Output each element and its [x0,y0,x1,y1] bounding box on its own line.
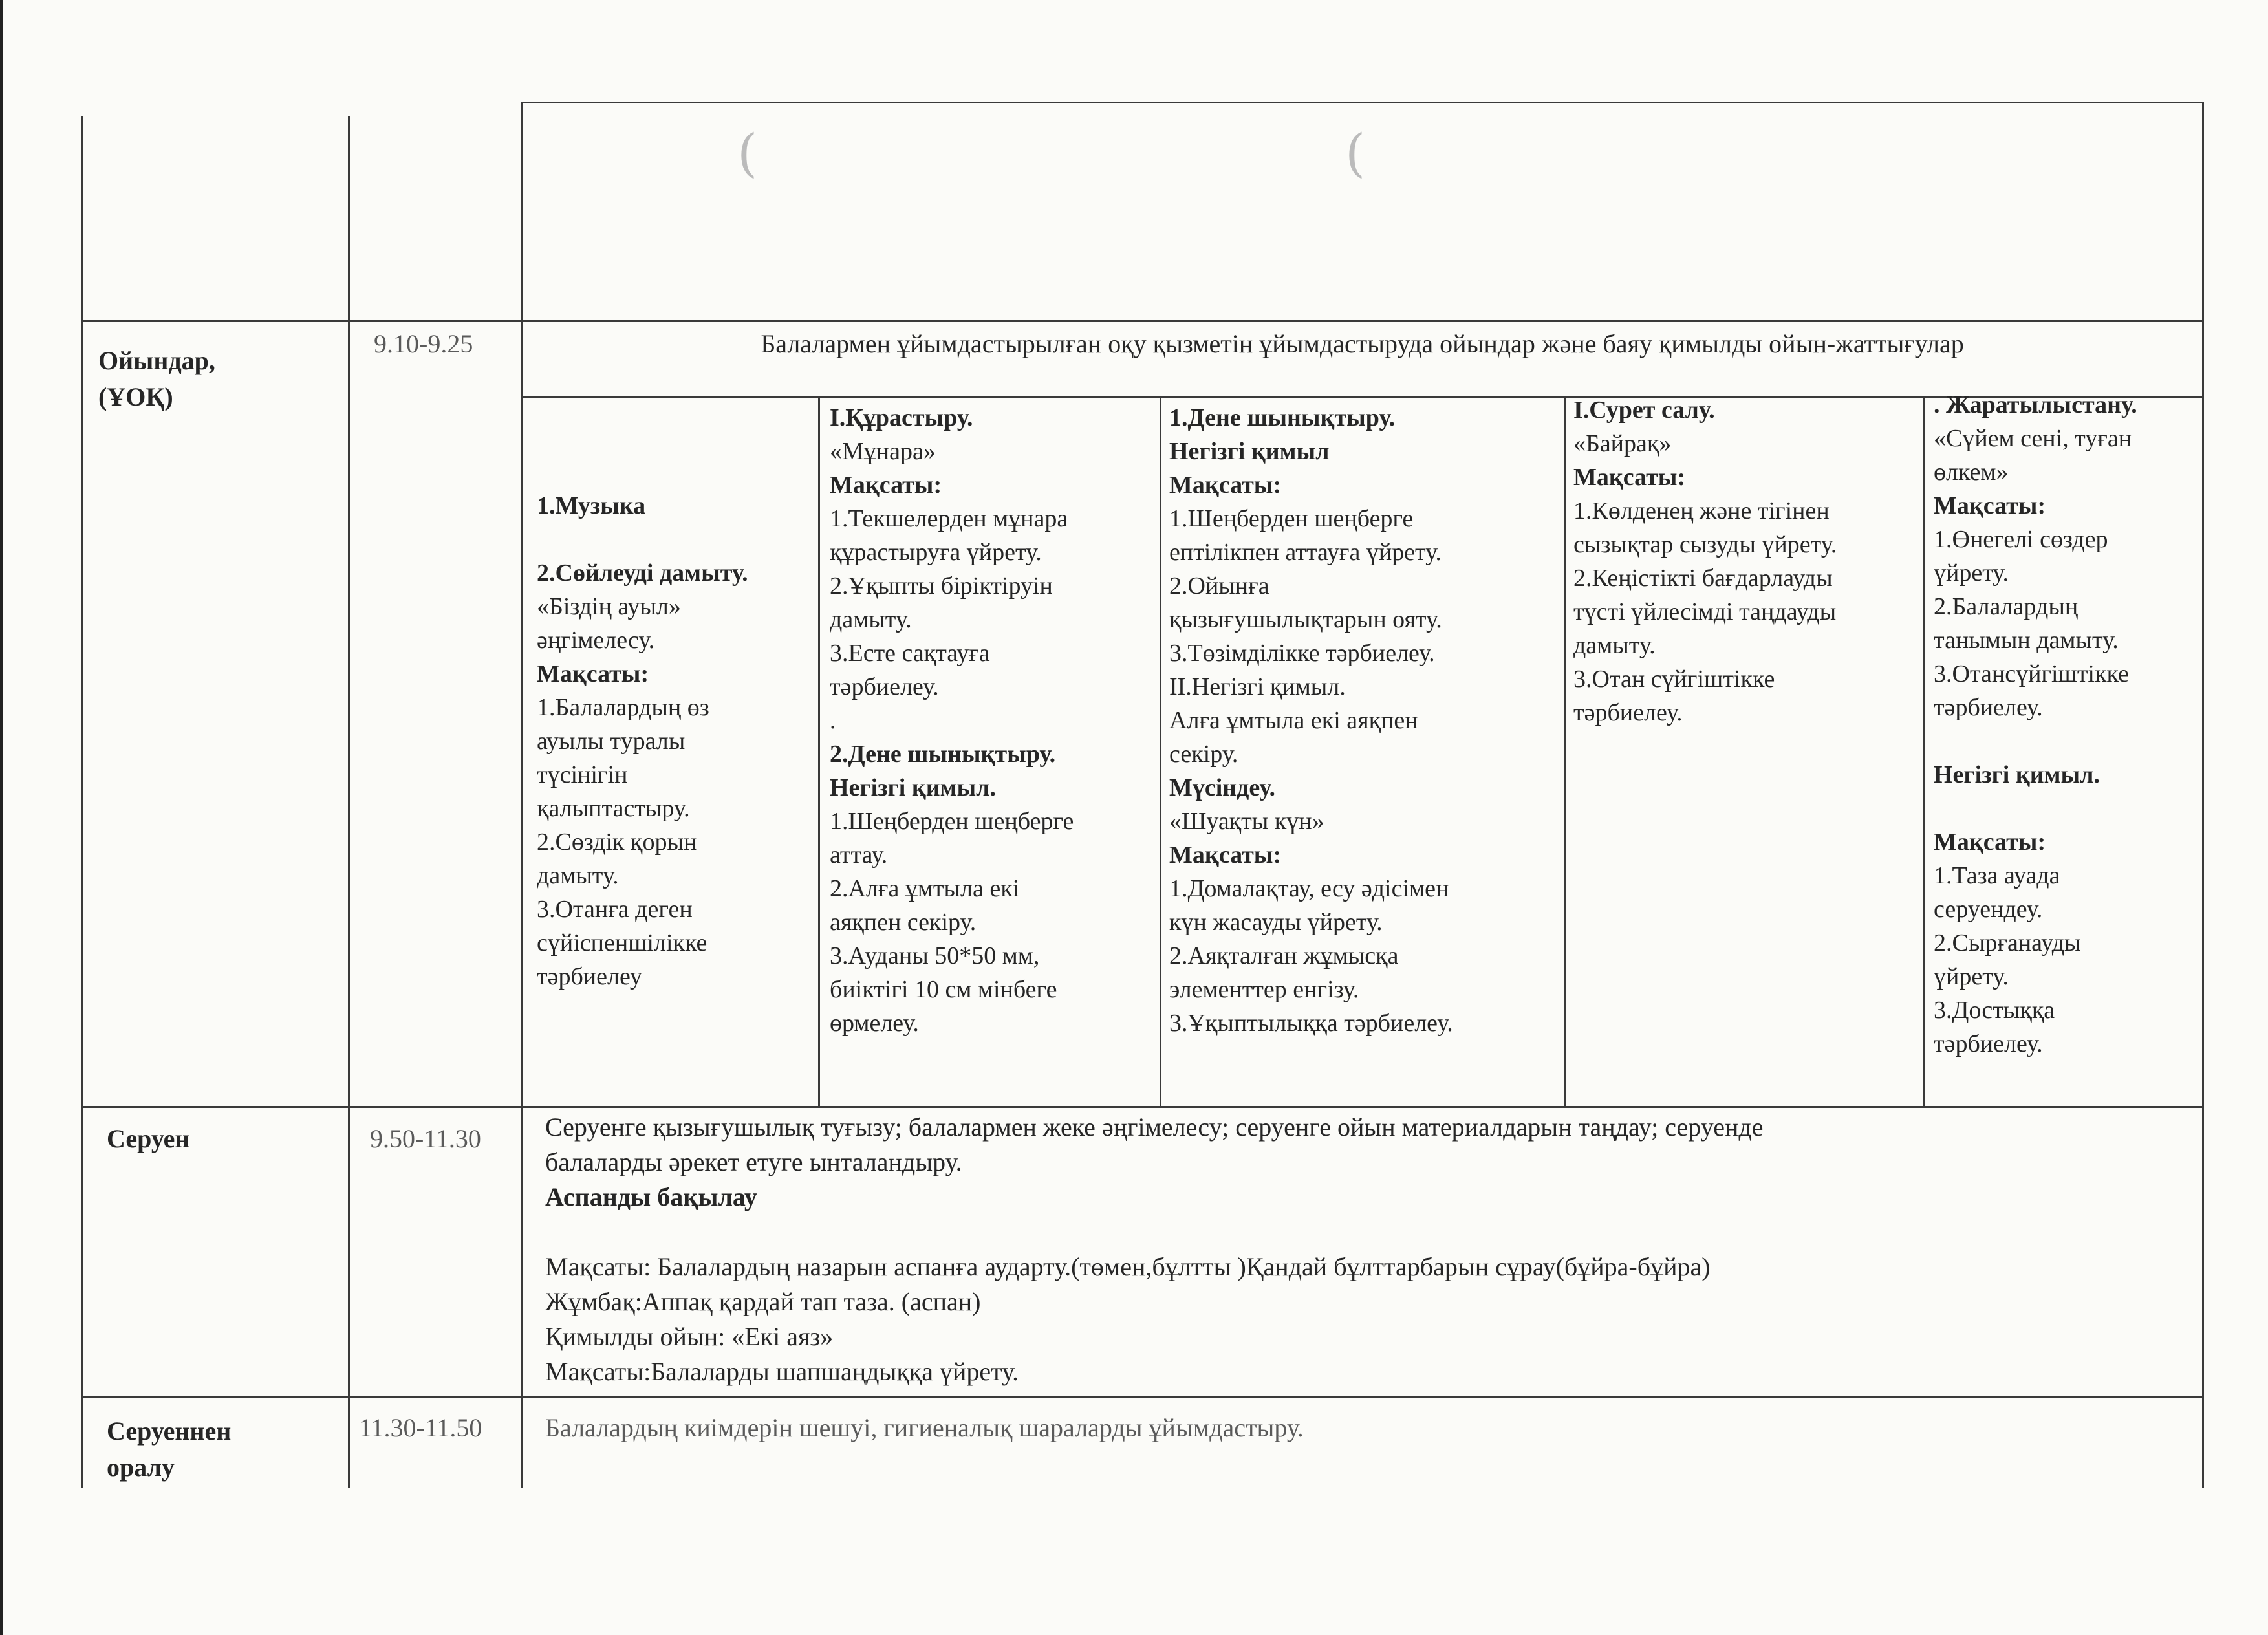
text-line: 3.Достыққа [1934,997,2055,1024]
text-line: 1.Өнегелі сөздер [1934,526,2108,553]
text-line: 3.Төзімділікке тәрбиелеу. [1169,640,1435,667]
text-line: Мақсаты: [1169,471,1282,499]
text-line: 2.Сөздік қорын [537,828,697,856]
walk-label: Серуен [107,1124,190,1153]
text-line: 3.Ұқыптылыққа тәрбиелеу. [1169,1010,1453,1037]
text-line: «Шуақты күн» [1169,808,1324,835]
text-line: аяқпен секіру. [830,909,977,936]
text-line: күн жасауды үйрету. [1169,909,1383,936]
text-line: Мақсаты:Балаларды шапшаңдыққа үйрету. [545,1357,1019,1386]
games-time: 9.10-9.25 [374,329,473,358]
text-line: Мақсаты: [1573,464,1686,491]
text-line: аттау. [830,841,888,869]
text-line: 2.Кеңістікті бағдарлауды [1573,565,1833,592]
text-line: Мақсаты: [1934,828,2046,856]
text-line: 1.Шеңберден шеңберге [830,808,1074,835]
text-line: элементтер енгізу. [1169,976,1359,1003]
text-line: үйрету. [1934,963,2009,990]
text-line: 3.Отансүйгіштікке [1934,660,2129,688]
text-line: құрастыруға үйрету. [830,539,1042,566]
text-line: Қимылды ойын: «Екі аяз» [545,1322,834,1351]
text-line: 2.Аяқталған жұмысқа [1169,942,1399,969]
text-line [537,523,748,556]
text-line: 2.Балалардың [1934,593,2079,620]
return-label: Серуеннен оралу [107,1416,232,1482]
text-line: биіктігі 10 см мінбеге [830,976,1057,1003]
text-line: 1.Дене шынықтыру. [1169,404,1396,431]
text-line: 1.Текшелерден мұнара [830,505,1068,532]
games-header: Балалармен ұйымдастырылған оқу қызметін ұйымдастыруда ойындар және баяу қимылды ойын-жаттығулар [761,329,1964,358]
scan-edge [0,0,3,1635]
text-line: І.Құрастыру. [830,404,973,431]
text-line: 1.Көлденең және тігінен [1573,497,1830,525]
text-line: тәрбиелеу [537,963,642,990]
text-line: 2.Ойынға [1169,572,1269,600]
text-line [537,455,748,489]
text-line: «Байрақ» [1573,430,1672,457]
parenthesis-mark: ( [737,123,758,183]
text-line: 3.Отанға деген [537,896,693,923]
text-line: өлкем» [1934,459,2009,486]
text-line: ауылы туралы [537,728,686,755]
text-line: қызығушылықтарын ояту. [1169,606,1442,633]
text-line: Мүсіндеу. [1169,774,1276,801]
return-time: 11.30-11.50 [359,1413,482,1442]
text-line: сүйіспеншілікке [537,929,707,957]
day-cell-thursday [1573,393,1837,730]
text-line: Мақсаты: Балалардың назарын аспанға аударту.(төмен,бұлтты )Қандай бұлттарбарын сұрау(бұйра-бұйра) [545,1252,1711,1281]
games-label: Ойындар, (ҰОҚ) [98,346,215,411]
text-line: Жұмбақ:Аппақ қардай тап таза. (аспан) [545,1287,981,1316]
parenthesis-mark: ( [1345,123,1366,183]
text-line: тәрбиелеу. [1934,1030,2043,1057]
text-line: қалыптастыру. [537,795,690,822]
text-line: тәрбиелеу. [830,673,939,700]
text-line: «Сүйем сені, туған [1934,425,2132,452]
text-line: ІІ.Негізгі қимыл. [1169,673,1346,700]
text-line: секіру. [1169,741,1238,768]
text-line: сызықтар сызуды үйрету. [1573,531,1837,558]
text-line: әңгімелесу. [537,627,655,654]
text-line: түсінігін [537,761,628,788]
text-line: дамыту. [1573,632,1656,659]
text-line: 1.Шеңберден шеңберге [1169,505,1414,532]
text-line: Мақсаты: [537,660,649,688]
text-line: Серуенге қызығушылық туғызу; балалармен жеке әңгімелесу; серуенге ойын материалдарын таңдау; серуенде [545,1112,1764,1142]
text-line: танымын дамыту. [1934,627,2119,654]
walk-content [545,1110,1763,1389]
text-line: «Мұнара» [830,438,936,465]
text-line: . [830,707,836,734]
day-cell-monday [537,422,748,993]
day-cell-tuesday [830,401,1074,1040]
text-line: 3.Есте сақтауға [830,640,990,667]
text-line [1934,792,2137,825]
return-content: Балалардың киімдерін шешуі, гигиеналық шараларды ұйымдастыру. [545,1413,1304,1442]
text-line: 1.Музыка [537,492,646,519]
text-line: тәрбиелеу. [1934,694,2043,721]
walk-time: 9.50-11.30 [370,1124,481,1153]
text-line: 2.Алға ұмтыла екі [830,875,1020,902]
text-line: 2.Дене шынықтыру. [830,741,1056,768]
text-line: Мақсаты: [1934,492,2046,519]
text-line: Мақсаты: [1169,841,1282,869]
text-line: І.Сурет салу. [1573,396,1715,424]
day-cell-wednesday [1169,401,1453,1040]
text-line: тәрбиелеу. [1573,699,1683,726]
text-line: 1.Балалардың өз [537,694,709,721]
text-line: түсті үйлесімді таңдауды [1573,598,1837,625]
text-line: . Жаратылыстану. [1934,391,2137,418]
text-line: Мақсаты: [830,471,942,499]
text-line: ептілікпен аттауға үйрету. [1169,539,1442,566]
text-line [537,422,748,455]
text-line: үйрету. [1934,559,2009,587]
text-line [1934,724,2137,758]
text-line: балаларды әрекет етуге ынталандыру. [545,1147,962,1176]
text-line: 2.Ұқыпты біріктіруін [830,572,1053,600]
text-line: Негізгі қимыл. [830,774,996,801]
text-line: 2.Сырғанауды [1934,929,2081,957]
text-line: Негізгі қимыл. [1934,761,2100,788]
text-line: Негізгі қимыл [1169,438,1330,465]
day-cell-friday [1934,388,2137,1061]
text-line: 2.Сөйлеуді дамыту. [537,559,748,587]
text-line: 1.Домалақтау, есу әдісімен [1169,875,1449,902]
text-line: дамыту. [830,606,912,633]
text-line: Алға ұмтыла екі аяқпен [1169,707,1418,734]
text-line [545,1215,1763,1250]
text-line: Аспанды бақылау [545,1182,757,1211]
text-line: 3.Отан сүйгіштікке [1573,666,1775,693]
text-line: 3.Ауданы 50*50 мм, [830,942,1040,969]
text-line: дамыту. [537,862,619,889]
text-line: серуендеу. [1934,896,2043,923]
text-line: «Біздің ауыл» [537,593,681,620]
text-line: 1.Таза ауада [1934,862,2060,889]
text-line: өрмелеу. [830,1010,919,1037]
